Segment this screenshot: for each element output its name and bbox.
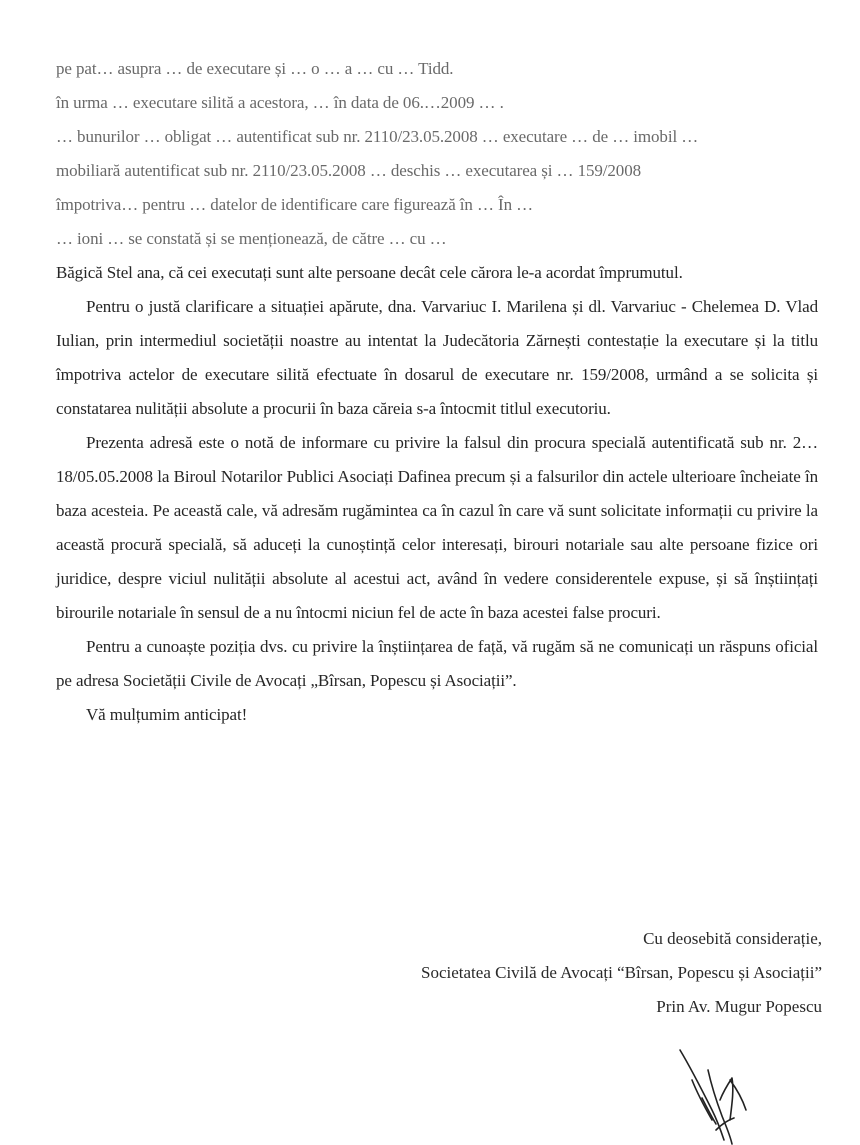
closing-salutation: Cu deosebită considerație, — [643, 929, 822, 948]
paragraph-top-line-5: împotriva… pentru … datelor de identificare care figurează în … În … — [56, 195, 534, 214]
paragraph-top-line-2: în urma … executare silită a acestora, … în data de 06.…2009 … . — [56, 93, 504, 112]
paragraph-information-note: Prezenta adresă este o notă de informare cu privire la falsul din procura specială autentificată sub nr. 2…18/05.05.2008 la Biroul Notarilor Publici Asociați Dafinea precum și a falsurilor din actele ulterioare încheiate în baza acesteia. Pe această cale, vă adresăm rugămintea ca în cazul în care vă sunt solicitate informații cu privire la această procură specială, să aduceți la cunoștință celor interesați, birouri notariale sau alte persoane fizice ori juridice, despre viciul nulității absolute al acestui act, având în vedere considerentele expuse, și să înștiințați birourile notariale în sensul de a nu întocmi niciun fel de acte în baza acestei false procuri. — [56, 433, 818, 622]
closing-firm-name: Societatea Civilă de Avocați “Bîrsan, Popescu și Asociații” — [421, 963, 822, 982]
closing-signatory: Prin Av. Mugur Popescu — [656, 997, 822, 1016]
paragraph-top-line-4: mobiliară autentificat sub nr. 2110/23.05.2008 … deschis … executarea și … 159/2008 — [56, 161, 641, 180]
handwritten-signature — [672, 1040, 782, 1145]
paragraph-clarification: Pentru o justă clarificare a situației apărute, dna. Varvariuc I. Marilena și dl. Varvariuc - Chelemea D. Vlad Iulian, prin intermediul societății noastre au intentat la Judecătoria Zărnești contestație la executare și la titlu împotriva actelor de executare silită efectuate în dosarul de executare nr. 159/2008, urmând a se solicita și constatarea nulității absolute a procurii în baza căreia s-a întocmit titlul executoriu. — [56, 297, 818, 418]
paragraph-top-line-3: … bunurilor … obligat … autentificat sub nr. 2110/23.05.2008 … executare … de … imobil … — [56, 127, 699, 146]
paragraph-request-response: Pentru a cunoaște poziția dvs. cu privire la înștiințarea de față, vă rugăm să ne comunicați un răspuns oficial pe adresa Societății Civile de Avocați „Bîrsan, Popescu și Asociații”. — [56, 637, 818, 690]
paragraph-thanks: Vă mulțumim anticipat! — [86, 705, 248, 724]
paragraph-top-line-1: pe pat… asupra … de executare și … o … a … cu … Tidd. — [56, 59, 454, 78]
paragraph-top-line-7: Băgică Stel ana, că cei executați sunt alte persoane decât cele cărora le-a acordat împrumutul. — [56, 263, 683, 282]
closing-block — [421, 922, 822, 1024]
paragraph-top-line-6: … ioni … se constată și se menționează, de către … cu … — [56, 229, 447, 248]
letter-body — [56, 52, 818, 732]
